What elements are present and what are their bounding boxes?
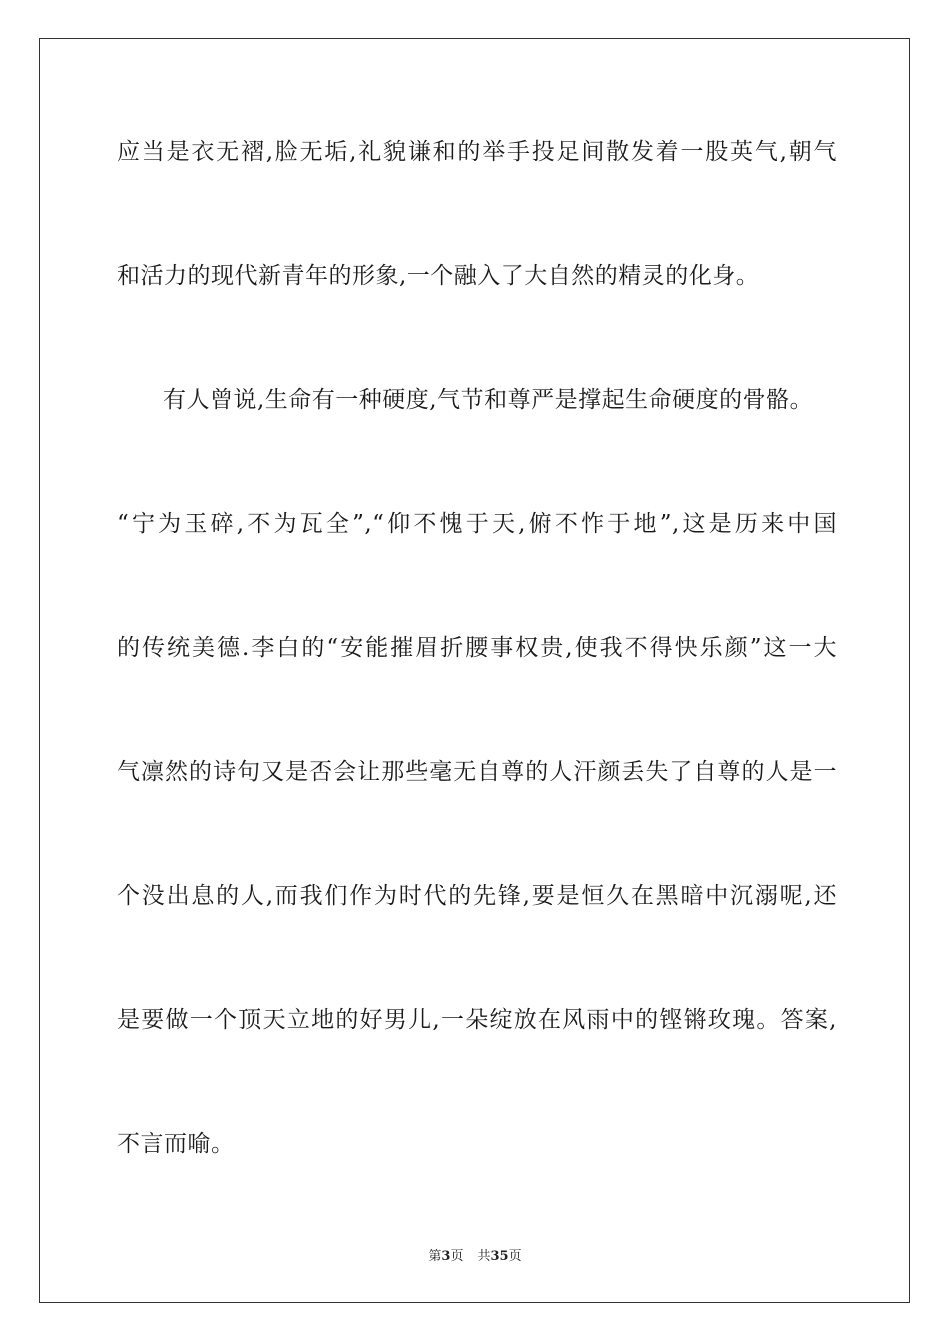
footer-total-suffix: 页 <box>508 1249 522 1264</box>
paragraph-line: “宁为玉碎,不为瓦全”,“仰不愧于天,俯不怍于地”,这是历来中国 <box>117 511 837 537</box>
footer-page-suffix: 页 <box>450 1249 464 1264</box>
paragraph-line: 有人曾说,生命有一种硬度,气节和尊严是撑起生命硬度的骨骼。 <box>163 387 814 413</box>
footer-total-prefix: 共 <box>477 1249 491 1264</box>
paragraph-line: 应当是衣无褶,脸无垢,礼貌谦和的举手投足间散发着一股英气,朝气 <box>117 139 837 165</box>
paragraph-line: 的传统美德.李白的“安能摧眉折腰事权贵,使我不得快乐颜”这一大 <box>117 635 837 661</box>
footer-page-prefix: 第 <box>428 1249 442 1264</box>
paragraph-line: 和活力的现代新青年的形象,一个融入了大自然的精灵的化身。 <box>117 263 760 289</box>
page-footer <box>0 1248 950 1266</box>
paragraph-line: 是要做一个顶天立地的好男儿,一朵绽放在风雨中的铿锵玫瑰。答案, <box>117 1007 837 1033</box>
footer-page-number: 3 <box>441 1249 451 1264</box>
page-border <box>39 38 910 1303</box>
footer-total-pages: 35 <box>490 1249 509 1264</box>
paragraph-line: 不言而喻。 <box>117 1131 235 1157</box>
paragraph-line: 个没出息的人,而我们作为时代的先锋,要是恒久在黑暗中沉溺呢,还 <box>117 883 837 909</box>
paragraph-line: 气凛然的诗句又是否会让那些毫无自尊的人汗颜丢失了自尊的人是一 <box>117 759 837 785</box>
